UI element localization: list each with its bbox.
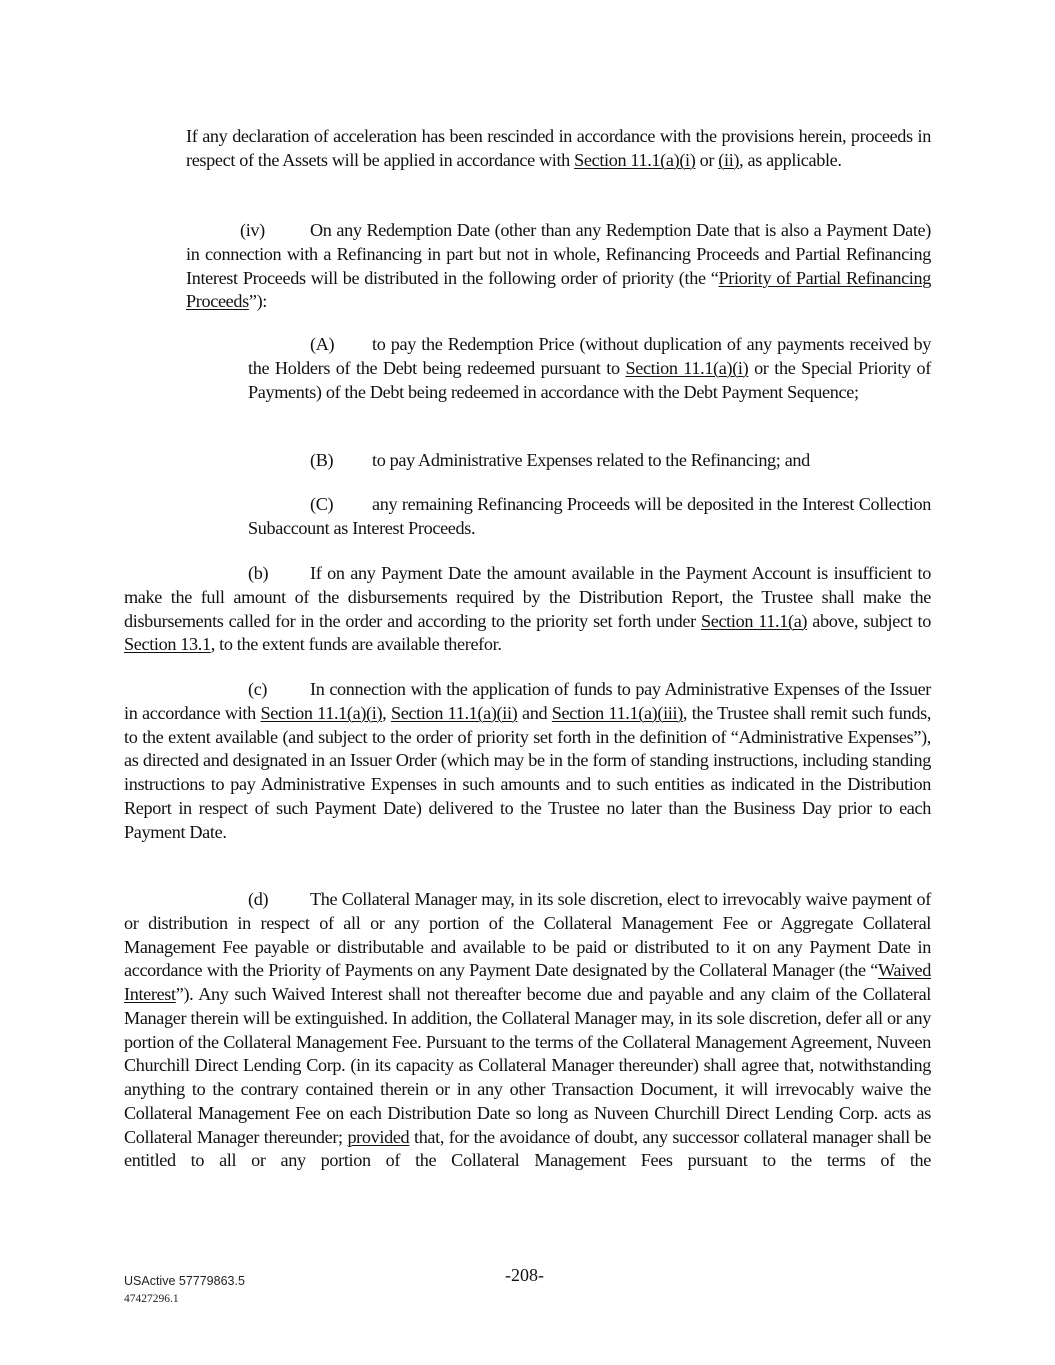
paragraph-b: (b) If on any Payment Date the amount available in the Payment Account is insufficient to make the full amount of the disbursements required by the Distribution Report, the Trustee shall make the disbursements called for in the order and according to the priority set forth under Section 11.1(a) above, subject to Section 13.1, to the extent funds are available therefor. bbox=[124, 563, 931, 655]
item-label: (iv) bbox=[240, 220, 265, 240]
defined-term: Priority of Partial Refinancing Proceeds bbox=[186, 267, 931, 312]
item-label: (C) bbox=[310, 494, 334, 514]
document-id-secondary: 47427296.1 bbox=[124, 1293, 179, 1305]
paragraph-d: (d) The Collateral Manager may, in its sole discretion, elect to irrevocably waive payment of or distribution in respect of all or any portion of the Collateral Management Fee or Aggregate Collateral Management Fee payable or distributable and available to be paid or distributed to it on any Payment Date in accordance with the Priority of Payments on any Payment Date designated by the Collateral Manager (the “Waived Interest”). Any such Waived Interest shall not thereafter become due and payable and any claim of the Collateral Manager therein will be extinguished. In addition, the Collateral Manager may, in its sole discretion, defer all or any portion of the Collateral Management Fee. Pursuant to the terms of the Collateral Management Agreement, Nuveen Churchill Direct Lending Corp. (in its capacity as Collateral Manager thereunder) shall agree that, notwithstanding anything to the contrary contained therein or in any other Transaction Document, it will irrevocably waive the Collateral Management Fee on each Distribution Date so long as Nuveen Churchill Direct Lending Corp. acts as Collateral Manager thereunder; provided that, for the avoidance of doubt, any successor collateral manager shall be entitled to all or any portion of the Collateral Management Fees pursuant to the terms of the bbox=[124, 889, 931, 1171]
item-label: (d) bbox=[248, 889, 269, 909]
item-label: (b) bbox=[248, 563, 269, 583]
defined-term: Waived Interest bbox=[124, 960, 931, 1004]
section-reference: Section 11.1(a) bbox=[700, 610, 808, 631]
paragraph-C: (C) any remaining Refinancing Proceeds will be deposited in the Interest Collection Subaccount as Interest Proceeds. bbox=[248, 494, 931, 538]
item-label: (A) bbox=[310, 334, 335, 354]
proviso-term: provided bbox=[347, 1126, 410, 1147]
item-label: (c) bbox=[248, 679, 268, 699]
section-reference: Section 13.1 bbox=[124, 634, 211, 655]
page-number: -208- bbox=[505, 1265, 544, 1285]
paragraph-A: (A) to pay the Redemption Price (without duplication of any payments received by the Holders of the Debt being redeemed pursuant to Section 11.1(a)(i) or the Special Priority of Payments) of the Debt being redeemed in accordance with the Debt Payment Sequence; bbox=[248, 334, 931, 402]
section-reference: Section 11.1(a)(i) bbox=[260, 702, 383, 723]
document-id: USActive 57779863.5 bbox=[124, 1274, 245, 1288]
section-reference: (ii) bbox=[718, 149, 740, 170]
paragraph-iv: (iv) On any Redemption Date (other than any Redemption Date that is also a Payment Date) in connection with a Refinancing in part but not in whole, Refinancing Proceeds and Partial Refinancing Interest Proceeds will be distributed in the following order of priority (the “Priority of Partial Refinancing Proceeds”): bbox=[186, 220, 931, 312]
section-reference: Section 11.1(a)(i) bbox=[574, 149, 696, 170]
paragraph-c: (c) In connection with the application of funds to pay Administrative Expenses of the Issuer in accordance with Section 11.1(a)(i), Section 11.1(a)(ii) and Section 11.1(a)(iii), the Trustee shall remit such funds, to the extent available (and subject to the order of priority set forth in the definition of “Administrative Expenses”), as directed and designated in an Issuer Order (which may be in the form of standing instructions, including standing instructions to pay Administrative Expenses in such amounts and to such entities as indicated in the Distribution Report in respect of such Payment Date) delivered to the Trustee no later than the Business Day prior to each Payment Date. bbox=[124, 679, 932, 842]
paragraph-acceleration-rescinded: If any declaration of acceleration has been rescinded in accordance with the provisions herein, proceeds in respect of the Assets will be applied in accordance with Section 11.1(a)(i) or (ii), as applicable. bbox=[186, 126, 931, 170]
section-reference: Section 11.1(a)(iii) bbox=[551, 702, 683, 723]
paragraph-B: (B) to pay Administrative Expenses related to the Refinancing; and bbox=[248, 449, 931, 473]
item-label: (B) bbox=[310, 450, 334, 470]
section-reference: Section 11.1(a)(ii) bbox=[390, 702, 518, 723]
section-reference: Section 11.1(a)(i) bbox=[625, 357, 749, 378]
